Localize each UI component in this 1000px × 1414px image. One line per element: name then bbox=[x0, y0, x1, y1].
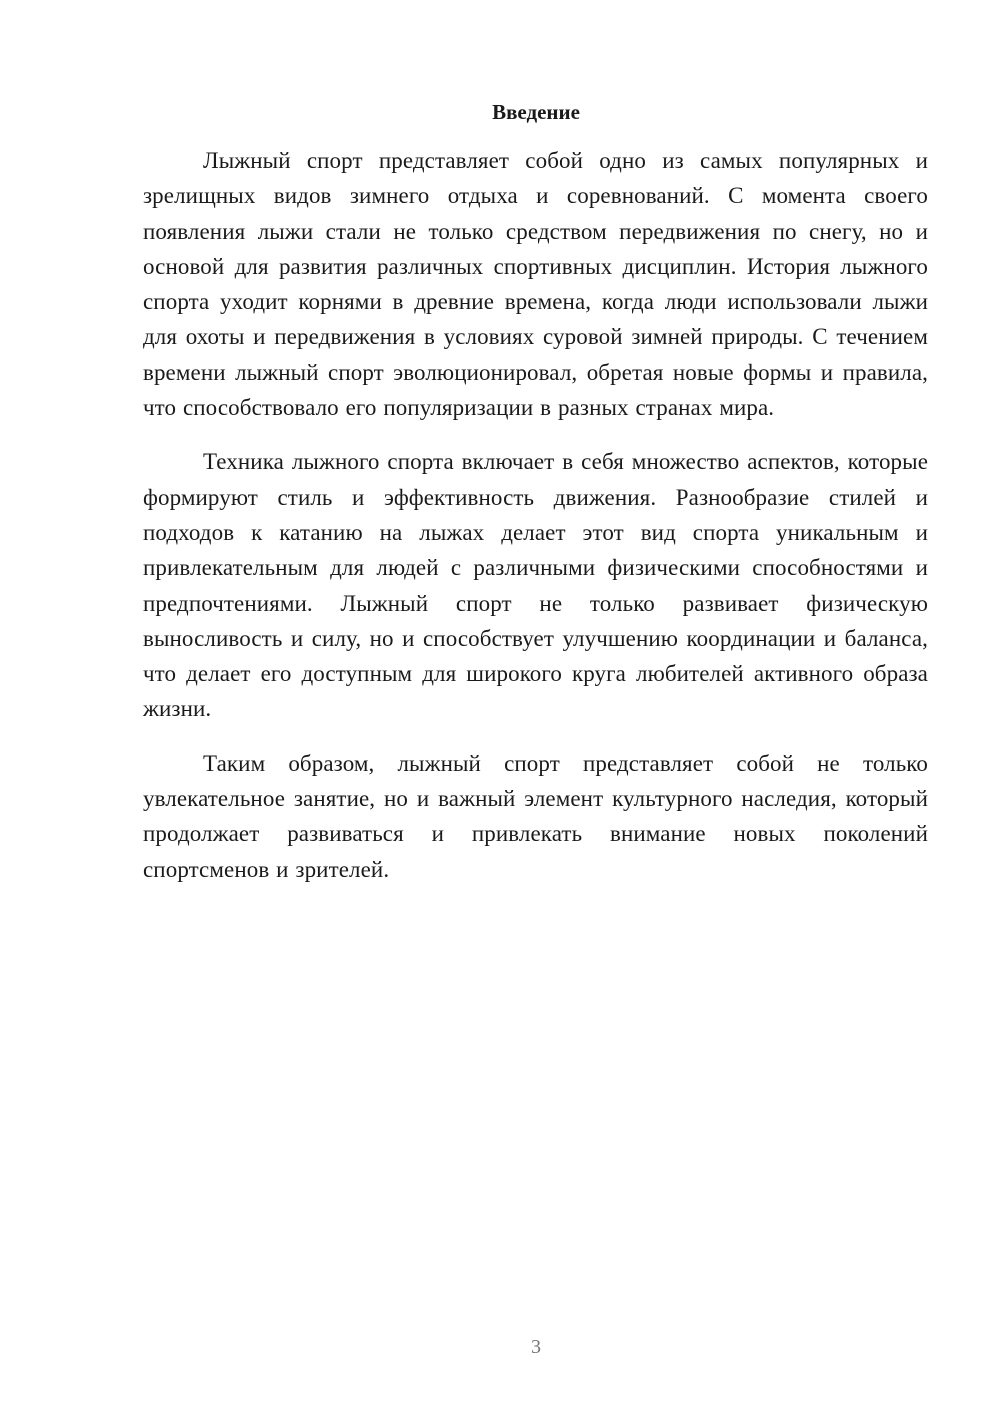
body-text bbox=[143, 143, 928, 906]
page-number: 3 bbox=[531, 1336, 541, 1358]
paragraph-2: Техника лыжного спорта включает в себя множество аспектов, которые формируют стиль и эффективность движения. Разнообразие стилей и подходов к катанию на лыжах делает этот вид спорта уникальным и привлекательным для людей с различными физическими способностями и предпочтениями. Лыжный спорт не только развивает физическую выносливость и силу, но и способствует улучшению координации и баланса, что делает его доступным для широкого круга любителей активного образа жизни. bbox=[143, 449, 928, 722]
section-title: Введение bbox=[492, 100, 580, 124]
paragraph-3: Таким образом, лыжный спорт представляет собой не только увлекательное занятие, но и важный элемент культурного наследия, который продолжает развиваться и привлекать внимание новых поколений спортсменов и зрителей. bbox=[143, 750, 928, 882]
paragraph-1: Лыжный спорт представляет собой одно из самых популярных и зрелищных видов зимнего отдыха и соревнований. С момента своего появления лыжи стали не только средством передвижения по снегу, но и основой для развития различных спортивных дисциплин. История лыжного спорта уходит корнями в древние времена, когда люди использовали лыжи для охоты и передвижения в условиях суровой зимней природы. С течением времени лыжный спорт эволюционировал, обретая новые формы и правила, что способствовало его популяризации в разных странах мира. bbox=[143, 148, 928, 421]
